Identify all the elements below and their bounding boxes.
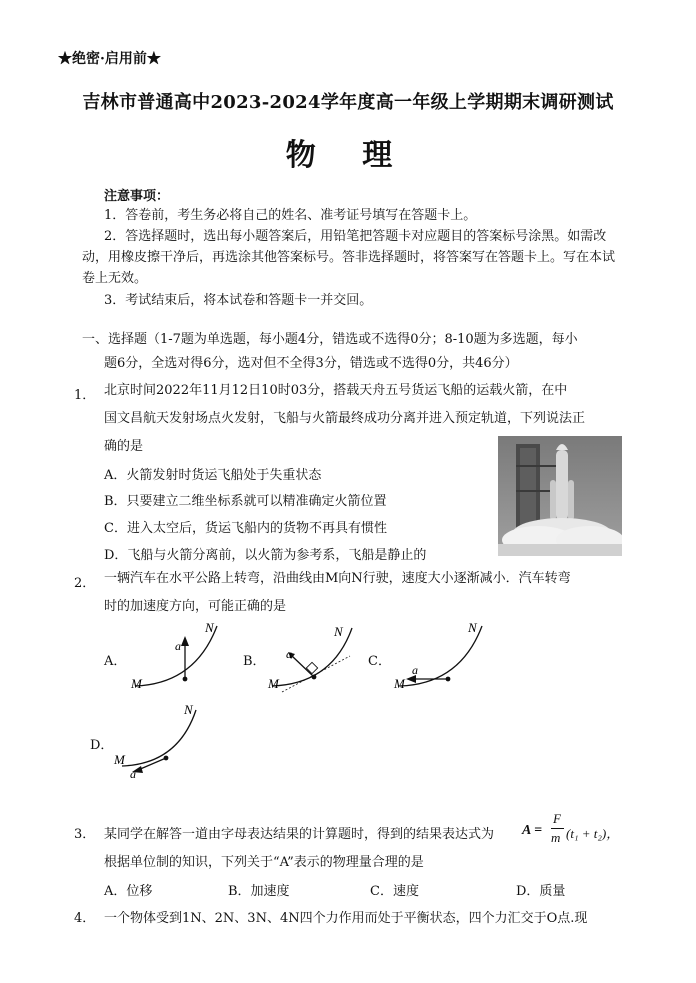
option-b: B．只要建立二维坐标系就可以精准确定火箭位置 xyxy=(104,494,387,509)
curve-diagram-b xyxy=(262,618,362,696)
section-instructions xyxy=(82,328,642,376)
question-3-stem-line2: 根据单位制的知识，下列关于“A”表示的物理量合理的是 xyxy=(104,855,424,870)
option-a: A．火箭发射时货运飞船处于失重状态 xyxy=(104,468,322,483)
point-m-label: M xyxy=(114,752,125,767)
formula-rest: (t₁ + t₂)， xyxy=(566,826,620,841)
notice-list xyxy=(82,205,622,311)
formula-lhs: A = xyxy=(522,823,543,838)
option-a: A．位移 xyxy=(104,884,153,899)
notice-heading: 注意事项： xyxy=(104,189,170,204)
option-c: C．进入太空后，货运飞船内的货物不再具有惯性 xyxy=(104,521,387,536)
stem-line: 一辆汽车在水平公路上转弯，沿曲线由M向N行驶，速度大小逐渐减小．汽车转弯 xyxy=(104,571,571,586)
option-d: D．飞船与火箭分离前，以火箭为参考系，飞船是静止的 xyxy=(104,548,427,563)
accel-label: a xyxy=(412,663,418,677)
point-m-label: M xyxy=(131,676,142,691)
question-number: 3． xyxy=(74,827,96,842)
question-number: 1． xyxy=(74,388,96,403)
option-d-label: D． xyxy=(90,738,114,753)
option-b-label: B． xyxy=(243,654,266,669)
section-line: 题6分，全选对得6分，选对但不全得3分，错选或不选得0分，共46分） xyxy=(104,356,518,371)
stem-line: 国文昌航天发射场点火发射，飞船与火箭最终成功分离并进入预定轨道，下列说法正 xyxy=(104,411,586,426)
point-n-label: N xyxy=(468,620,477,635)
question-number: 4． xyxy=(74,911,96,926)
subject-title: 物 理 xyxy=(285,138,411,173)
stem-line: 时的加速度方向，可能正确的是 xyxy=(104,599,287,614)
option-a-label: A． xyxy=(104,654,127,669)
option-c: C．速度 xyxy=(370,884,419,899)
question-number: 2． xyxy=(74,576,96,591)
question-2-stem xyxy=(104,565,624,621)
formula-numerator: F xyxy=(553,811,561,826)
confidential-label: ★绝密·启用前★ xyxy=(58,51,161,67)
option-c-label: C． xyxy=(368,654,391,669)
point-n-label: N xyxy=(184,702,193,717)
accel-label: a xyxy=(130,767,136,780)
formula xyxy=(522,811,632,851)
notice-item: 3．考试结束后，将本试卷和答题卡一并交回。 xyxy=(104,293,373,308)
question-3-stem-line1: 某同学在解答一道由字母表达结果的计算题时，得到的结果表达式为 xyxy=(104,827,495,842)
point-n-label: N xyxy=(205,620,214,635)
notice-item: 1．答卷前，考生务必将自己的姓名、准考证号填写在答题卡上。 xyxy=(104,208,477,223)
point-m-label: M xyxy=(268,676,279,691)
stem-line: 北京时间2022年11月12日10时03分，搭载天舟五号货运飞船的运载火箭，在中 xyxy=(104,383,568,398)
formula-denominator: m xyxy=(551,830,561,845)
accel-label: a xyxy=(286,647,292,661)
notice-item: 2．答选择题时，选出每小题答案后，用铅笔把答题卡对应题目的答案标号涂黑。如需改动，用橡皮擦干净后，再选涂其他答案标号。答非选择题时，将答案写在答题卡上。写在本试卷上无效。 xyxy=(82,229,616,286)
option-d: D．质量 xyxy=(516,884,566,899)
section-line: 一、选择题（1-7题为单选题，每小题4分，错选或不选得0分；8-10题为多选题，每小 xyxy=(82,332,578,347)
point-m-label: M xyxy=(394,676,405,691)
accel-label: a xyxy=(175,639,181,653)
point-n-label: N xyxy=(334,624,343,639)
exam-title: 吉林市普通高中2023-2024学年度高一年级上学期期末调研测试 xyxy=(82,92,614,113)
question-4-stem-line1: 一个物体受到1N、2N、3N、4N四个力作用而处于平衡状态，四个力汇交于O点.现 xyxy=(104,911,588,926)
fraction-bar xyxy=(551,828,564,829)
option-b: B．加速度 xyxy=(228,884,290,899)
curve-diagram-d xyxy=(112,700,212,780)
curve-diagram-c xyxy=(390,618,490,696)
stem-line: 确的是 xyxy=(104,439,144,454)
rocket-launch-photo xyxy=(498,436,622,556)
curve-diagram-a xyxy=(125,618,225,696)
